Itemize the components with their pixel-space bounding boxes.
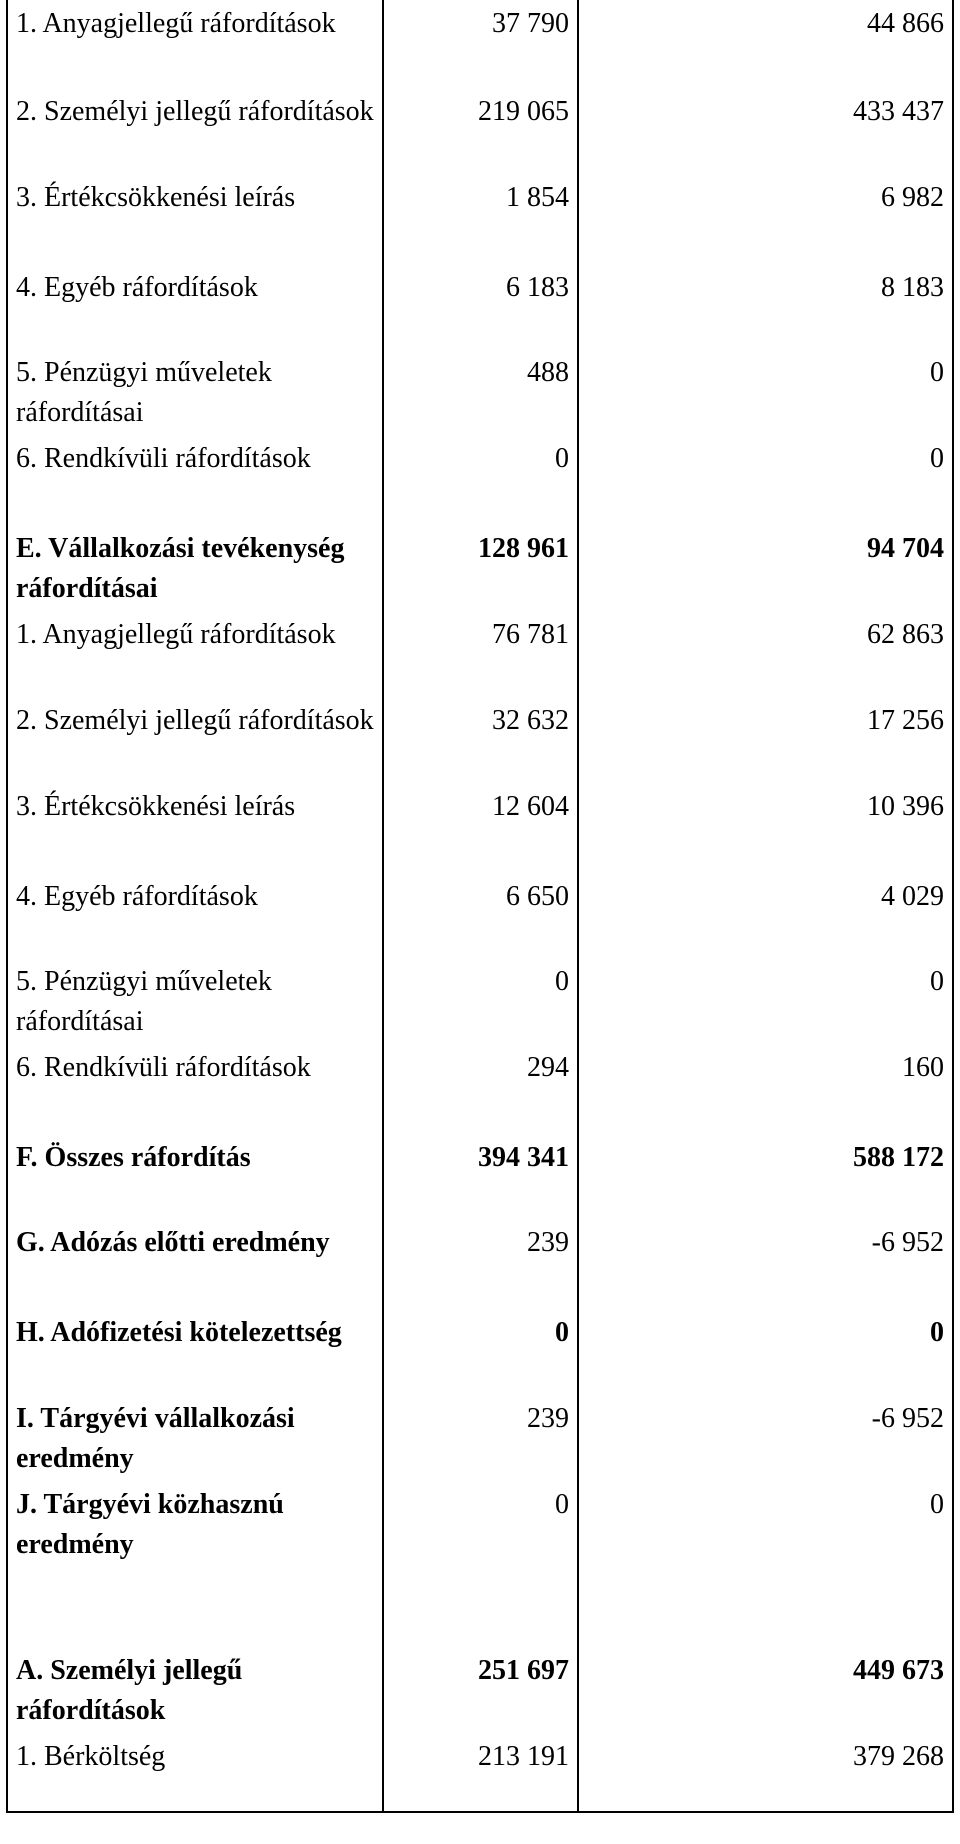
value-current-year: 6 982 <box>578 174 953 264</box>
row-label: 2. Személyi jellegű ráfordítások <box>7 88 383 174</box>
value-previous-year: 6 650 <box>383 873 578 958</box>
value-current-year: 10 396 <box>578 783 953 873</box>
row-label: 1. Bérköltség <box>7 1733 383 1812</box>
value-previous-year: 0 <box>383 958 578 1044</box>
table-row-result <box>7 1395 953 1481</box>
value-current-year: -6 952 <box>578 1395 953 1481</box>
value-current-year: 17 256 <box>578 697 953 783</box>
value-previous-year: 32 632 <box>383 697 578 783</box>
row-label: 1. Anyagjellegű ráfordítások <box>7 611 383 697</box>
table-row-subtotal <box>7 1647 953 1733</box>
empty-cell <box>578 1567 953 1647</box>
table-row-result <box>7 1309 953 1395</box>
value-current-year: 4 029 <box>578 873 953 958</box>
value-current-year: 433 437 <box>578 88 953 174</box>
value-previous-year: 239 <box>383 1395 578 1481</box>
table-row <box>7 435 953 525</box>
row-label: 2. Személyi jellegű ráfordítások <box>7 697 383 783</box>
row-label: 5. Pénzügyi műveletek ráfordításai <box>7 349 383 435</box>
row-label: G. Adózás előtti eredmény <box>7 1219 383 1309</box>
row-label: 6. Rendkívüli ráfordítások <box>7 1044 383 1134</box>
value-current-year: 0 <box>578 1481 953 1567</box>
value-current-year: 0 <box>578 1309 953 1395</box>
table-row <box>7 88 953 174</box>
row-label: A. Személyi jellegű ráfordítások <box>7 1647 383 1733</box>
table-row <box>7 174 953 264</box>
value-current-year: 0 <box>578 958 953 1044</box>
table-row-result <box>7 1219 953 1309</box>
value-current-year: 588 172 <box>578 1134 953 1219</box>
value-previous-year: 1 854 <box>383 174 578 264</box>
value-previous-year: 0 <box>383 1481 578 1567</box>
value-previous-year: 37 790 <box>383 0 578 88</box>
value-previous-year: 0 <box>383 1309 578 1395</box>
value-current-year: -6 952 <box>578 1219 953 1309</box>
row-label: 1. Anyagjellegű ráfordítások <box>7 0 383 88</box>
row-label: J. Tárgyévi közhasznú eredmény <box>7 1481 383 1567</box>
table-row <box>7 873 953 958</box>
value-current-year: 0 <box>578 349 953 435</box>
row-label: E. Vállalkozási tevékenység ráfordításai <box>7 525 383 611</box>
value-current-year: 62 863 <box>578 611 953 697</box>
value-previous-year: 488 <box>383 349 578 435</box>
table-row <box>7 783 953 873</box>
row-label: 4. Egyéb ráfordítások <box>7 264 383 349</box>
value-current-year: 94 704 <box>578 525 953 611</box>
value-previous-year: 12 604 <box>383 783 578 873</box>
table-row <box>7 1044 953 1134</box>
value-previous-year: 213 191 <box>383 1733 578 1812</box>
value-previous-year: 239 <box>383 1219 578 1309</box>
row-label: I. Tárgyévi vállalkozási eredmény <box>7 1395 383 1481</box>
value-current-year: 8 183 <box>578 264 953 349</box>
value-previous-year: 394 341 <box>383 1134 578 1219</box>
row-label: 4. Egyéb ráfordítások <box>7 873 383 958</box>
value-current-year: 0 <box>578 435 953 525</box>
row-label: F. Összes ráfordítás <box>7 1134 383 1219</box>
table-row <box>7 349 953 435</box>
value-current-year: 449 673 <box>578 1647 953 1733</box>
table-row-empty <box>7 1567 953 1647</box>
value-previous-year: 6 183 <box>383 264 578 349</box>
row-label: H. Adófizetési kötelezettség <box>7 1309 383 1395</box>
value-previous-year: 219 065 <box>383 88 578 174</box>
table-row <box>7 0 953 88</box>
table-row-result <box>7 1481 953 1567</box>
table-row-total <box>7 1134 953 1219</box>
table-row <box>7 1733 953 1812</box>
value-previous-year: 128 961 <box>383 525 578 611</box>
table-row <box>7 697 953 783</box>
empty-cell <box>383 1567 578 1647</box>
value-previous-year: 0 <box>383 435 578 525</box>
value-current-year: 44 866 <box>578 0 953 88</box>
expense-table <box>6 0 954 1813</box>
value-previous-year: 294 <box>383 1044 578 1134</box>
value-previous-year: 251 697 <box>383 1647 578 1733</box>
row-label: 3. Értékcsökkenési leírás <box>7 174 383 264</box>
row-label: 6. Rendkívüli ráfordítások <box>7 435 383 525</box>
table-row <box>7 958 953 1044</box>
row-label: 3. Értékcsökkenési leírás <box>7 783 383 873</box>
table-row-subtotal <box>7 525 953 611</box>
table-row <box>7 264 953 349</box>
row-label: 5. Pénzügyi műveletek ráfordításai <box>7 958 383 1044</box>
table-row <box>7 611 953 697</box>
value-current-year: 379 268 <box>578 1733 953 1812</box>
value-current-year: 160 <box>578 1044 953 1134</box>
empty-cell <box>7 1567 383 1647</box>
value-previous-year: 76 781 <box>383 611 578 697</box>
